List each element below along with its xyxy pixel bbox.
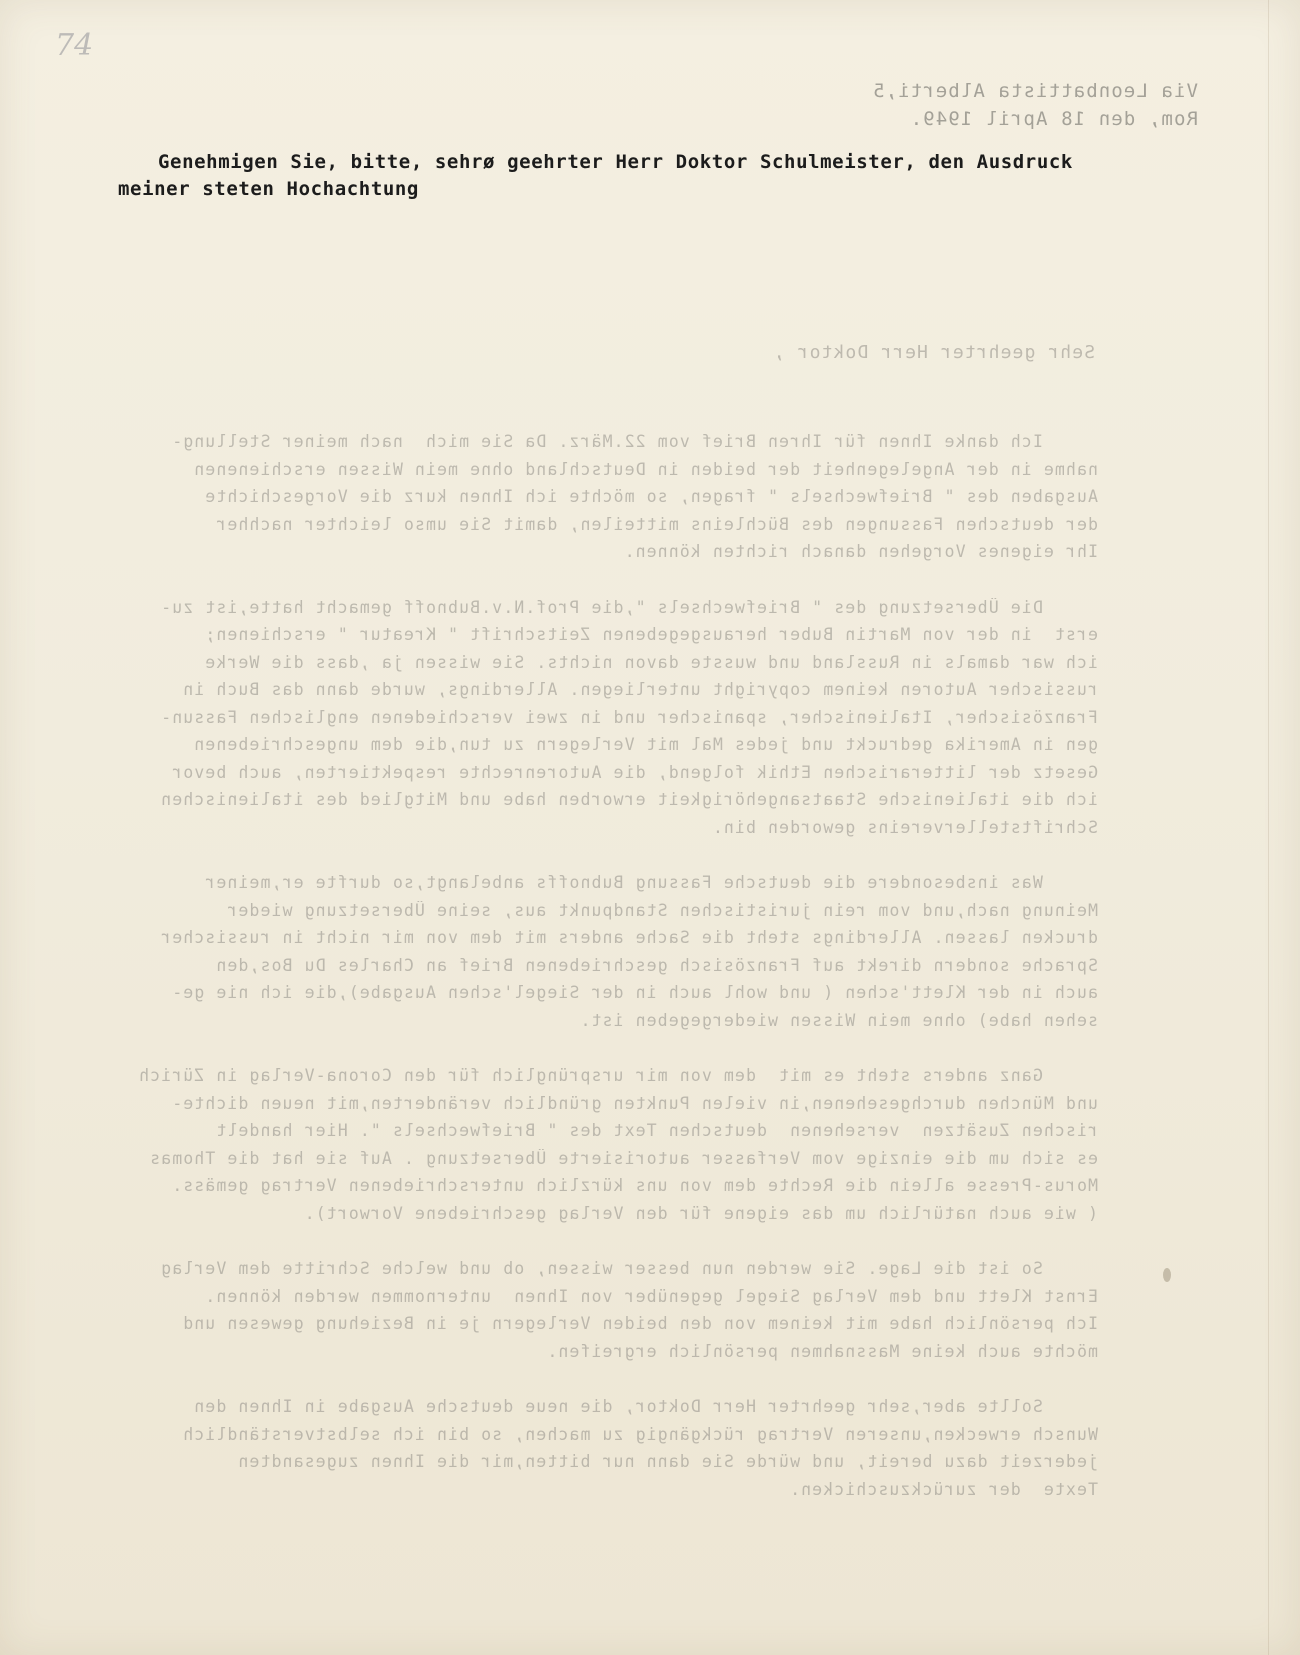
bleed-line: auch in der Klett'schen ( und wohl auch in der Siegel'schen Ausgabe),die ich nie ge- [171,983,1098,1002]
closing-line-2: meiner steten Hochachtung [118,178,419,200]
bleed-line: ich war damals in Russland und wusste davon nichts. Sie wissen ja ,dass die Werke [204,652,1098,672]
bleed-line: Schriftstellervereins geworden bin. [711,817,1098,837]
bleed-line: der deutschen Fassungen des Büchleins mitteilen, damit Sie umso leichter nachher [215,514,1098,534]
bleed-line: Was insbesondere die deutsche Fassung Bubnoffs anbelangt,so durfte er,meiner [204,873,1098,892]
bleed-line: Sprache sondern direkt auf Französisch geschriebenen Brief an Charles Du Bos,den [215,955,1098,975]
bleed-line: jederzeit dazu bereit, und würde Sie dann nur bitten,mir die Ihnen zugesandten [237,1452,1098,1471]
bleed-line: Ausgaben des " Briefwechsels " fragen, so möchte ich Ihnen kurz die Vorgeschichte [204,487,1098,506]
bleed-line: sehen habe) ohne mein Wissen wiedergegeben ist. [579,1010,1098,1030]
bleed-line: Sollte aber,sehr geehrter Herr Doktor, die neue deutsche Ausgabe in Ihnen den [193,1397,1098,1416]
bleed-line: Ganz anders steht es mit dem von mir ursprünglich für den Corona-Verlag in Zürich [138,1066,1098,1085]
paper-speck [1163,1268,1171,1282]
bleed-salutation: Sehr geehrter Herr Doktor , [772,342,1095,363]
bleed-line: Ernst Klett und dem Verlag Siegel gegenüber von Ihnen unternommen werden können. [204,1286,1098,1306]
bleed-line: Ich persönlich habe mit keinem von den beiden Verlegern je in Beziehung gewesen und [182,1314,1098,1333]
bleed-line: es sich um die einzige vom Verfasser autorisierte Übersetzung . Auf sie hat die Thomas [149,1148,1098,1168]
paper-fold [1268,0,1269,1655]
bleed-address: Via Leonbattista Alberti,5 [871,80,1198,102]
bleed-line: Meinung nach,und vom rein juristischen Standpunkt aus, seine Übersetzung wieder [226,900,1098,920]
bleed-line: So ist die Lage. Sie werden nun besser wissen, ob und welche Schritte dem Verlag [160,1259,1098,1278]
bleed-line: Texte der zurückzuschicken. [789,1479,1098,1499]
pencil-page-number: 74 [55,28,94,63]
bleed-line: Französischer, Italienischer, spanischer und in zwei verschiedenen englischen Fassun- [160,707,1098,727]
bleed-line: Wunsch erwecken,unseren Vertrag rückgängig zu machen, so bin ich selbstverständlich [182,1424,1098,1444]
bleed-line: Morus-Presse allein die Rechte dem von uns kürzlich unterschriebenen Vertrag gemäss. [171,1176,1098,1195]
bleed-line: erst in der von Martin Buber herausgegebenen Zeitschrift " Kreatur " erschienen; [204,625,1098,644]
bleed-line: Ich danke Ihnen für Ihren Brief vom 22.März. Da Sie mich nach meiner Stellung- [171,432,1098,451]
bleed-line: und München durchgesehenen,in vielen Punkten gründlich veränderten,mit neuen dichte- [171,1093,1098,1113]
bleed-date: Rom, den 18 April 1949. [909,108,1198,130]
bleed-line: russischer Autoren keinem copyright unterliegen. Allerdings, wurde dann das Buch in [182,680,1098,699]
bleed-line: Gesetz der litterarischen Ethik folgend, die Autorenrechte respektierten, auch bevor [171,762,1098,782]
bleed-line: rischen Zusätzen versehenen deutschen Text des " Briefwechsels ". Hier handelt [215,1121,1098,1140]
bleed-line: nahme in der Angelegenheit der beiden in Deutschland ohne mein Wissen erschienenen [193,459,1098,479]
bleed-line: Ihr eigenes Vorgehen danach richten können. [623,542,1098,561]
closing-line-1: Genehmigen Sie, bitte, sehrø geehrter Herr Doktor Schulmeister, den Ausdruck [158,151,1073,173]
bleed-line: möchte auch keine Massnahmen persönlich ergreifen. [546,1341,1098,1361]
bleed-line: drucken lassen. Allerdings steht die Sache anders mit dem von mir nicht in russischer [160,928,1098,947]
bleed-line: Die Übersetzung des " Briefwechsels ",die Prof.N.v.Bubnoff gemacht hatte,ist zu- [160,597,1098,617]
bleed-line: gen in Amerika gedruckt und jedes Mal mit Verlegern zu tun,die dem ungeschriebenen [193,735,1098,754]
bleed-line: ich die italienische Staatsangehörigkeit erworben habe und Mitglied des italienischen [160,790,1098,809]
bleed-line: ( wie auch natürlich um das eigene für den Verlag geschriebene Vorwort). [303,1203,1098,1223]
